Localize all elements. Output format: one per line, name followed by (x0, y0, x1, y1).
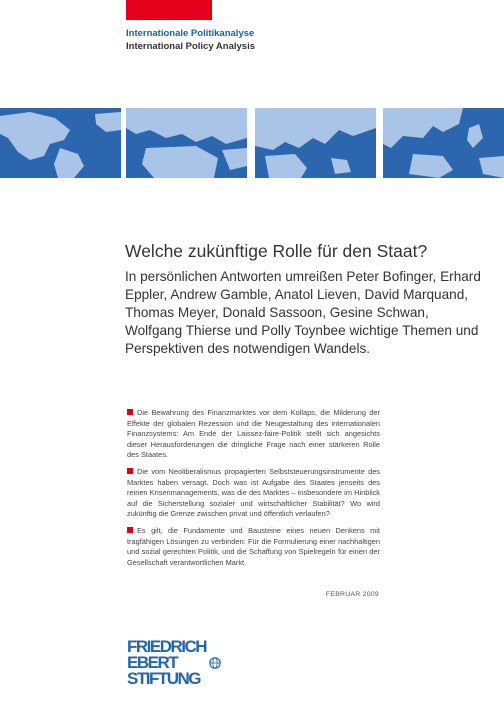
bullet-item (127, 526, 380, 568)
red-square-bullet-icon (127, 468, 133, 474)
bullet-item (127, 467, 380, 520)
document-title: Welche zukünftige Rolle für den Staat? (125, 241, 428, 261)
bullet-text: Es gilt, die Fundamente und Bausteine eines neuen Denkens mit tragfähigen Lösungen zu verbinden: Für die Formulierung einer nachhaltigen und sozial gerechten Politik, und die Schaffung von Spielregeln für einen der Gesellschaft verantwortlichen Markt. (127, 525, 380, 567)
summary-bullets (127, 408, 380, 574)
publication-date: FEBRUAR 2009 (325, 591, 379, 598)
red-square-bullet-icon (127, 527, 133, 533)
logo-line: STIFTUNG (127, 669, 200, 688)
bullet-item (127, 408, 380, 461)
map-image-east-asia (383, 108, 504, 178)
series-title-de: Internationale Politikanalyse (126, 28, 255, 39)
globe-icon (209, 657, 221, 669)
fes-logo (127, 639, 217, 687)
map-image-europe-africa (126, 108, 247, 178)
document-subtitle: In persönlichen Antworten umreißen Peter Bofinger, Erhard Eppler, Andrew Gamble, Anatol Lieven, David Marquand, Thomas Meyer, Donald Sassoon, Gesine Schwan, Wolfgang Thierse und Polly Toynbee wichtige Themen und Perspektiven des notwendigen Wandels. (125, 269, 481, 356)
red-header-block (126, 0, 212, 20)
map-image-asia (255, 108, 376, 178)
logo-line: FRIEDRICH (127, 637, 207, 656)
bullet-text: Die vom Neoliberalismus propagierten Selbststeuerungsinstrumente des Marktes haben versagt. Doch was ist Aufgabe des Staates jenseits des reinen Krisenmanagements, was die des Marktes – insbesondere im Hinblick auf die Sicherstellung sozialer und wirtschaftlicher Stabilität? Wo wird zukünftig die Grenze zwischen privat und öffentlich verlaufen? (127, 466, 380, 519)
series-title-en: International Policy Analysis (126, 41, 255, 52)
logo-line: EBERT (127, 653, 178, 672)
bullet-text: Die Bewahrung des Finanzmarktes vor dem Kollaps, die Milderung der Effekte der globalen Rezession und die Neugestaltung des internationalen Finanzsystems: Am Ende der Laissez-faire-Politik stellt sich angesichts dieser Herausforderungen die dringliche Frage nach einer stärkeren Rolle des Staates. (127, 408, 380, 460)
red-square-bullet-icon (127, 409, 133, 415)
map-image-americas (0, 108, 121, 178)
